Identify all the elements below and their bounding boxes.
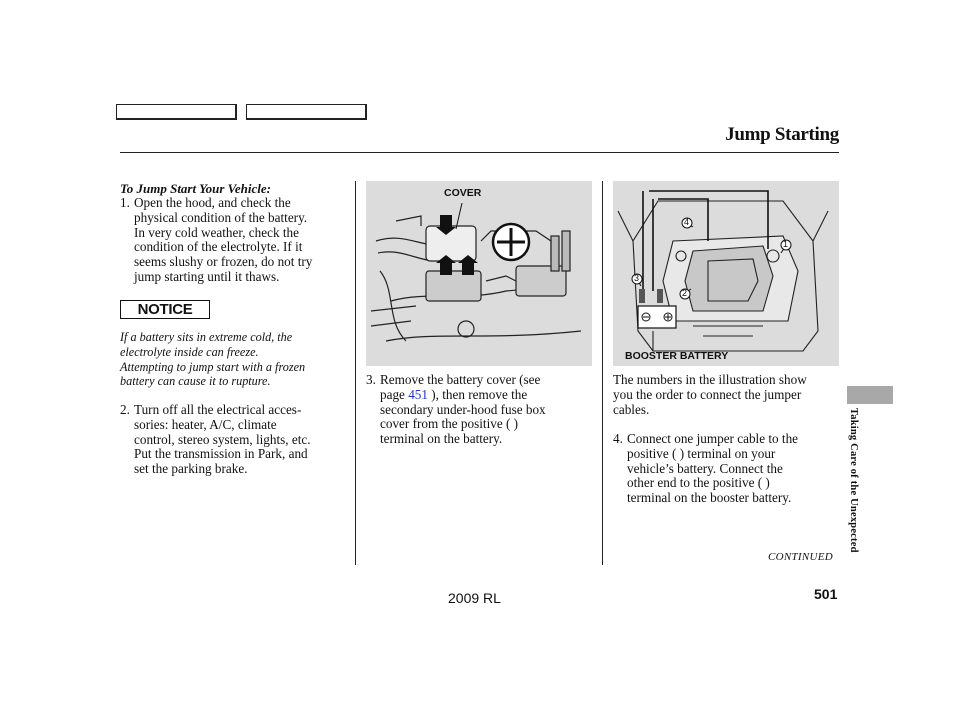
engine-illustration: [366, 181, 592, 366]
text-line: Connect one jumper cable to the: [627, 431, 799, 446]
text-line: electrolyte inside can freeze.: [120, 344, 259, 359]
step-number: 4.: [613, 431, 623, 446]
footer-model: 2009 RL: [448, 590, 501, 606]
engine-bay-illustration: [613, 181, 839, 366]
step-text: [627, 432, 798, 506]
callout-number: 3: [634, 273, 640, 283]
section-heading: To Jump Start Your Vehicle:: [120, 181, 271, 196]
text-fragment: page: [380, 386, 409, 402]
callout-number: 2: [682, 288, 688, 298]
section-tab-marker: [847, 386, 893, 404]
continued-label: CONTINUED: [768, 551, 834, 563]
text-line: sories: heater, A/C, climate: [134, 416, 277, 432]
text-line: Put the transmission in Park, and: [134, 446, 308, 462]
intro-text: [613, 373, 843, 417]
step-number: 1.: [120, 195, 130, 210]
battery-cover-figure: [366, 181, 592, 366]
text-line: set the parking brake.: [134, 461, 248, 477]
step-text: [134, 403, 311, 477]
text-line: The numbers in the illustration show: [613, 372, 807, 387]
nav-box-previous[interactable]: [116, 104, 237, 120]
text-line: vehicle’s battery. Connect the: [627, 460, 783, 476]
section-tab-text: Taking Care of the Unexpected: [848, 408, 859, 553]
step-text: [134, 196, 312, 285]
column-divider-left: [355, 181, 356, 565]
step-number: 3.: [366, 372, 376, 387]
column-divider-right: [602, 181, 603, 565]
title-rule: [120, 152, 839, 153]
nav-box-next[interactable]: [246, 104, 367, 120]
step-number: 2.: [120, 402, 130, 417]
figure-label-booster-battery: BOOSTER BATTERY: [625, 350, 729, 362]
callout-number: 4: [684, 217, 690, 227]
text-line: Remove the battery cover (see: [380, 372, 541, 387]
text-line: [380, 388, 546, 403]
text-fragment: ), then remove the: [427, 386, 528, 402]
text-line: condition of the electrolyte. If it: [134, 239, 303, 255]
text-line: If a battery sits in extreme cold, the: [120, 330, 293, 344]
text-line: control, stereo system, lights, etc.: [134, 431, 311, 447]
text-line: Open the hood, and check the: [134, 195, 291, 210]
notice-badge: NOTICE: [120, 300, 210, 319]
callout-number: 1: [783, 239, 789, 249]
text-line: physical condition of the battery.: [134, 209, 308, 225]
text-line: you the order to connect the jumper: [613, 386, 802, 402]
text-line: terminal on the booster battery.: [627, 490, 792, 506]
notice-text: [120, 330, 345, 389]
page-title: Jump Starting: [725, 124, 839, 145]
text-line: cover from the positive ( ): [380, 416, 519, 432]
page-number: 501: [814, 586, 838, 602]
figure-label-cover: COVER: [444, 187, 482, 199]
text-line: jump starting until it thaws.: [134, 268, 280, 284]
text-line: Attempting to jump start with a frozen: [120, 359, 306, 374]
text-line: positive ( ) terminal on your: [627, 445, 776, 461]
step-text: [380, 373, 546, 447]
text-line: seems slushy or frozen, do not try: [134, 254, 313, 270]
text-line: cables.: [613, 401, 650, 417]
page-link[interactable]: 451: [408, 386, 428, 402]
text-line: In very cold weather, check the: [134, 224, 299, 240]
text-line: other end to the positive ( ): [627, 475, 770, 491]
text-line: terminal on the battery.: [380, 431, 503, 447]
jumper-cable-figure: [613, 181, 839, 366]
text-line: Turn off all the electrical acces-: [134, 402, 302, 417]
text-line: battery can cause it to rupture.: [120, 374, 271, 389]
text-line: secondary under-hood fuse box: [380, 401, 546, 417]
